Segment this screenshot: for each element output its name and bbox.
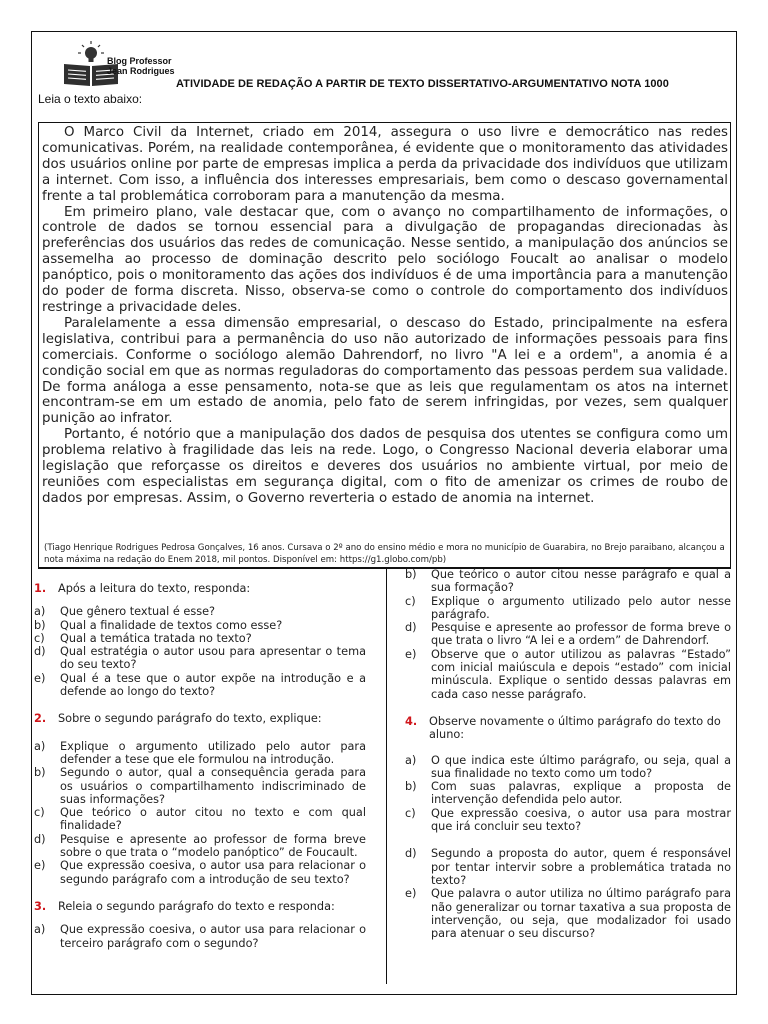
item-text: Qual estratégia o autor usou para apresentar o tema do seu texto?	[60, 645, 366, 672]
item-label: c)	[405, 806, 416, 820]
item-text: Qual é a tese que o autor expõe na introdução e a defende ao longo do texto?	[60, 671, 366, 699]
item-label: a)	[405, 753, 417, 767]
item-text: Explique o argumento utilizado pelo autor para defender a tese que ele formulou na introdução.	[60, 739, 366, 766]
item-text: Qual a finalidade de textos como esse?	[60, 618, 283, 632]
item-text: Com suas palavras, explique a proposta de intervenção defendida pelo autor.	[431, 780, 731, 807]
question-item	[405, 754, 731, 781]
question-item	[34, 605, 366, 618]
item-label: a)	[34, 923, 46, 937]
question-item	[405, 621, 731, 648]
column-divider	[386, 568, 387, 984]
item-text: Explique o argumento utilizado pelo autor nesse parágrafo.	[431, 594, 731, 621]
essay-paragraph-1: O Marco Civil da Internet, criado em 2014, assegura o uso livre e democrático nas redes comunicativas. Porém, na realidade contemporânea, é evidente que o monitoramento das atividades dos usuários online por parte de empresas implica a perda da privacidade dos indivíduos que utilizam a internet. Com isso, a influência dos interesses empresariais, bem como o descaso governamental frente a tal problemática corroboram para a manutenção da mesma.	[42, 125, 728, 204]
essay-paragraph-2: Em primeiro plano, vale destacar que, com o avanço no compartilhamento de informações, o controle de dados se tornou essencial para a divulgação de propagandas direcionadas às preferências dos usuários das redes de comunicação. Nesse sentido, a manipulação dos anúncios se assemelha ao processo de dominação descrito pelo sociólogo Foucalt ao analisar o modelo panóptico, pois o monitoramento das ações dos indivíduos é de uma importância para a manutenção do poder de forma discreta. Nisso, observa-se como o controle do comportamento dos indivíduos restringe a privacidade deles.	[42, 204, 728, 315]
question-item	[34, 672, 366, 699]
logo-text-line1: Blog Professor	[107, 56, 172, 66]
item-text: Pesquise e apresente ao professor de forma breve sobre o que trata o “modelo panóptico” de Foucault.	[60, 832, 366, 860]
item-text: Que expressão coesiva, o autor usa para relacionar o segundo parágrafo com a introdução de seu texto?	[60, 859, 366, 886]
item-text: Segundo a proposta do autor, quem é responsável por tentar intervir sobre a problemática tratada no texto?	[431, 847, 731, 887]
item-text: Que expressão coesiva, o autor usa para relacionar o terceiro parágrafo com o segundo?	[60, 923, 366, 950]
question-number: 4.	[405, 714, 418, 728]
item-text: Qual a temática tratada no texto?	[60, 631, 252, 645]
question-prompt: Sobre o segundo parágrafo do texto, explique:	[58, 712, 322, 726]
item-label: b)	[405, 568, 417, 581]
item-text: Que gênero textual é esse?	[60, 605, 216, 619]
question-number: 2.	[34, 712, 47, 726]
item-label: e)	[405, 647, 417, 661]
item-text: Que teórico o autor citou nesse parágrafo e qual a sua formação?	[431, 568, 731, 595]
question-item	[405, 847, 731, 887]
item-label: b)	[34, 766, 46, 780]
question-number: 3.	[34, 899, 47, 913]
logo-text	[107, 56, 175, 76]
item-text: O que indica este último parágrafo, ou seja, qual a sua finalidade no texto como um todo?	[431, 753, 731, 780]
question-item	[34, 740, 366, 767]
item-label: d)	[34, 832, 46, 846]
question-item	[34, 632, 366, 645]
questions-right-column	[405, 568, 731, 940]
item-label: c)	[34, 631, 45, 645]
question-item	[34, 806, 366, 833]
item-label: b)	[34, 618, 46, 632]
question-2-heading	[34, 712, 366, 725]
item-text: Que teórico o autor citou no texto e com qual finalidade?	[60, 806, 366, 833]
question-item	[405, 595, 731, 622]
item-text: Que expressão coesiva, o autor usa para mostrar que irá concluir seu texto?	[431, 806, 731, 834]
item-label: d)	[405, 847, 417, 861]
question-number: 1.	[34, 582, 47, 595]
logo-text-line2: Jean Rodrigues	[107, 66, 175, 76]
question-1-heading	[34, 582, 366, 595]
item-label: e)	[34, 671, 46, 685]
question-item	[34, 923, 366, 950]
item-text: Que palavra o autor utiliza no último parágrafo para não generalizar ou tornar taxativa a sua proposta de intervenção, ou seja, que modalizador foi usado para atenuar o seu discurso?	[431, 887, 731, 941]
item-label: c)	[34, 806, 45, 820]
item-label: d)	[34, 645, 46, 659]
item-text: Pesquise e apresente ao professor de forma breve o que trata o livro “A lei e a ordem” de Dahrendorf.	[431, 621, 731, 648]
item-label: c)	[405, 594, 416, 608]
question-item	[405, 807, 731, 834]
question-item	[405, 887, 731, 940]
question-prompt: Releia o segundo parágrafo do texto e responda:	[58, 899, 335, 913]
item-label: a)	[34, 605, 46, 619]
question-item	[405, 648, 731, 701]
item-label: e)	[405, 887, 417, 901]
essay-credit: (Tiago Henrique Rodrigues Pedrosa Gonçalves, 16 anos. Cursava o 2º ano do ensino médio e mora no município de Guarabira, no Brejo paraibano, alcançou a nota máxima na redação do Enem 2018, mil pontos. Disponível em: https://g1.globo.com/pb)	[44, 543, 725, 565]
item-text: Segundo o autor, qual a consequência gerada para os usuários o compartilhamento indiscriminado de suas informações?	[60, 766, 366, 806]
question-item	[34, 859, 366, 886]
question-item	[34, 833, 366, 860]
question-item	[34, 766, 366, 806]
question-item	[34, 619, 366, 632]
question-prompt: Observe novamente o último parágrafo do texto do aluno:	[429, 714, 721, 742]
essay-paragraph-4: Portanto, é notório que a manipulação dos dados de pesquisa dos utentes se configura como um problema relativo à fragilidade das leis na rede. Logo, o Congresso Nacional deveria elaborar uma legislação que reforçasse os direitos e deveres dos usuários no ambiente virtual, por meio de reuniões com especialistas em segurança digital, com o fito de amenizar os crimes de roubo de dados por empresas. Assim, o Governo reverteria o estado de anomia na internet.	[42, 427, 728, 506]
item-label: e)	[34, 859, 46, 873]
question-3-heading	[34, 900, 366, 913]
questions-left-column	[34, 582, 366, 950]
essay-paragraph-3: Paralelamente a essa dimensão empresarial, o descaso do Estado, principalmente na esfera legislativa, contribui para a permanência do uso não autorizado de informações pessoais para fins comerciais. Conforme o sociólogo alemão Dahrendorf, no livro "A lei e a ordem", a anomia é a condição social em que as normas reguladoras do comportamento das pessoas perdem sua validade. De forma análoga a esse pensamento, nota-se que as leis que regulamentam os atos na internet encontram-se em um estado de anomia, pelo fato de serem infringidas, por vezes, sem qualquer punição ao infrator.	[42, 315, 728, 427]
item-label: d)	[405, 621, 417, 635]
question-4-heading	[405, 715, 731, 742]
question-item	[34, 645, 366, 672]
question-prompt: Após a leitura do texto, responda:	[58, 582, 251, 595]
item-text: Observe que o autor utilizou as palavras “Estado” com inicial maiúscula e depois “estado” com inicial minúscula. Explique o sentido dessas palavras em cada caso nesse parágrafo.	[431, 647, 731, 701]
question-item	[405, 780, 731, 807]
item-label: a)	[34, 739, 46, 753]
item-label: b)	[405, 780, 417, 794]
document-title: ATIVIDADE DE REDAÇÃO A PARTIR DE TEXTO DISSERTATIVO-ARGUMENTATIVO NOTA 1000	[176, 78, 669, 90]
essay-text	[42, 125, 728, 507]
question-item	[405, 568, 731, 595]
intro-text: Leia o texto abaixo:	[38, 92, 143, 106]
